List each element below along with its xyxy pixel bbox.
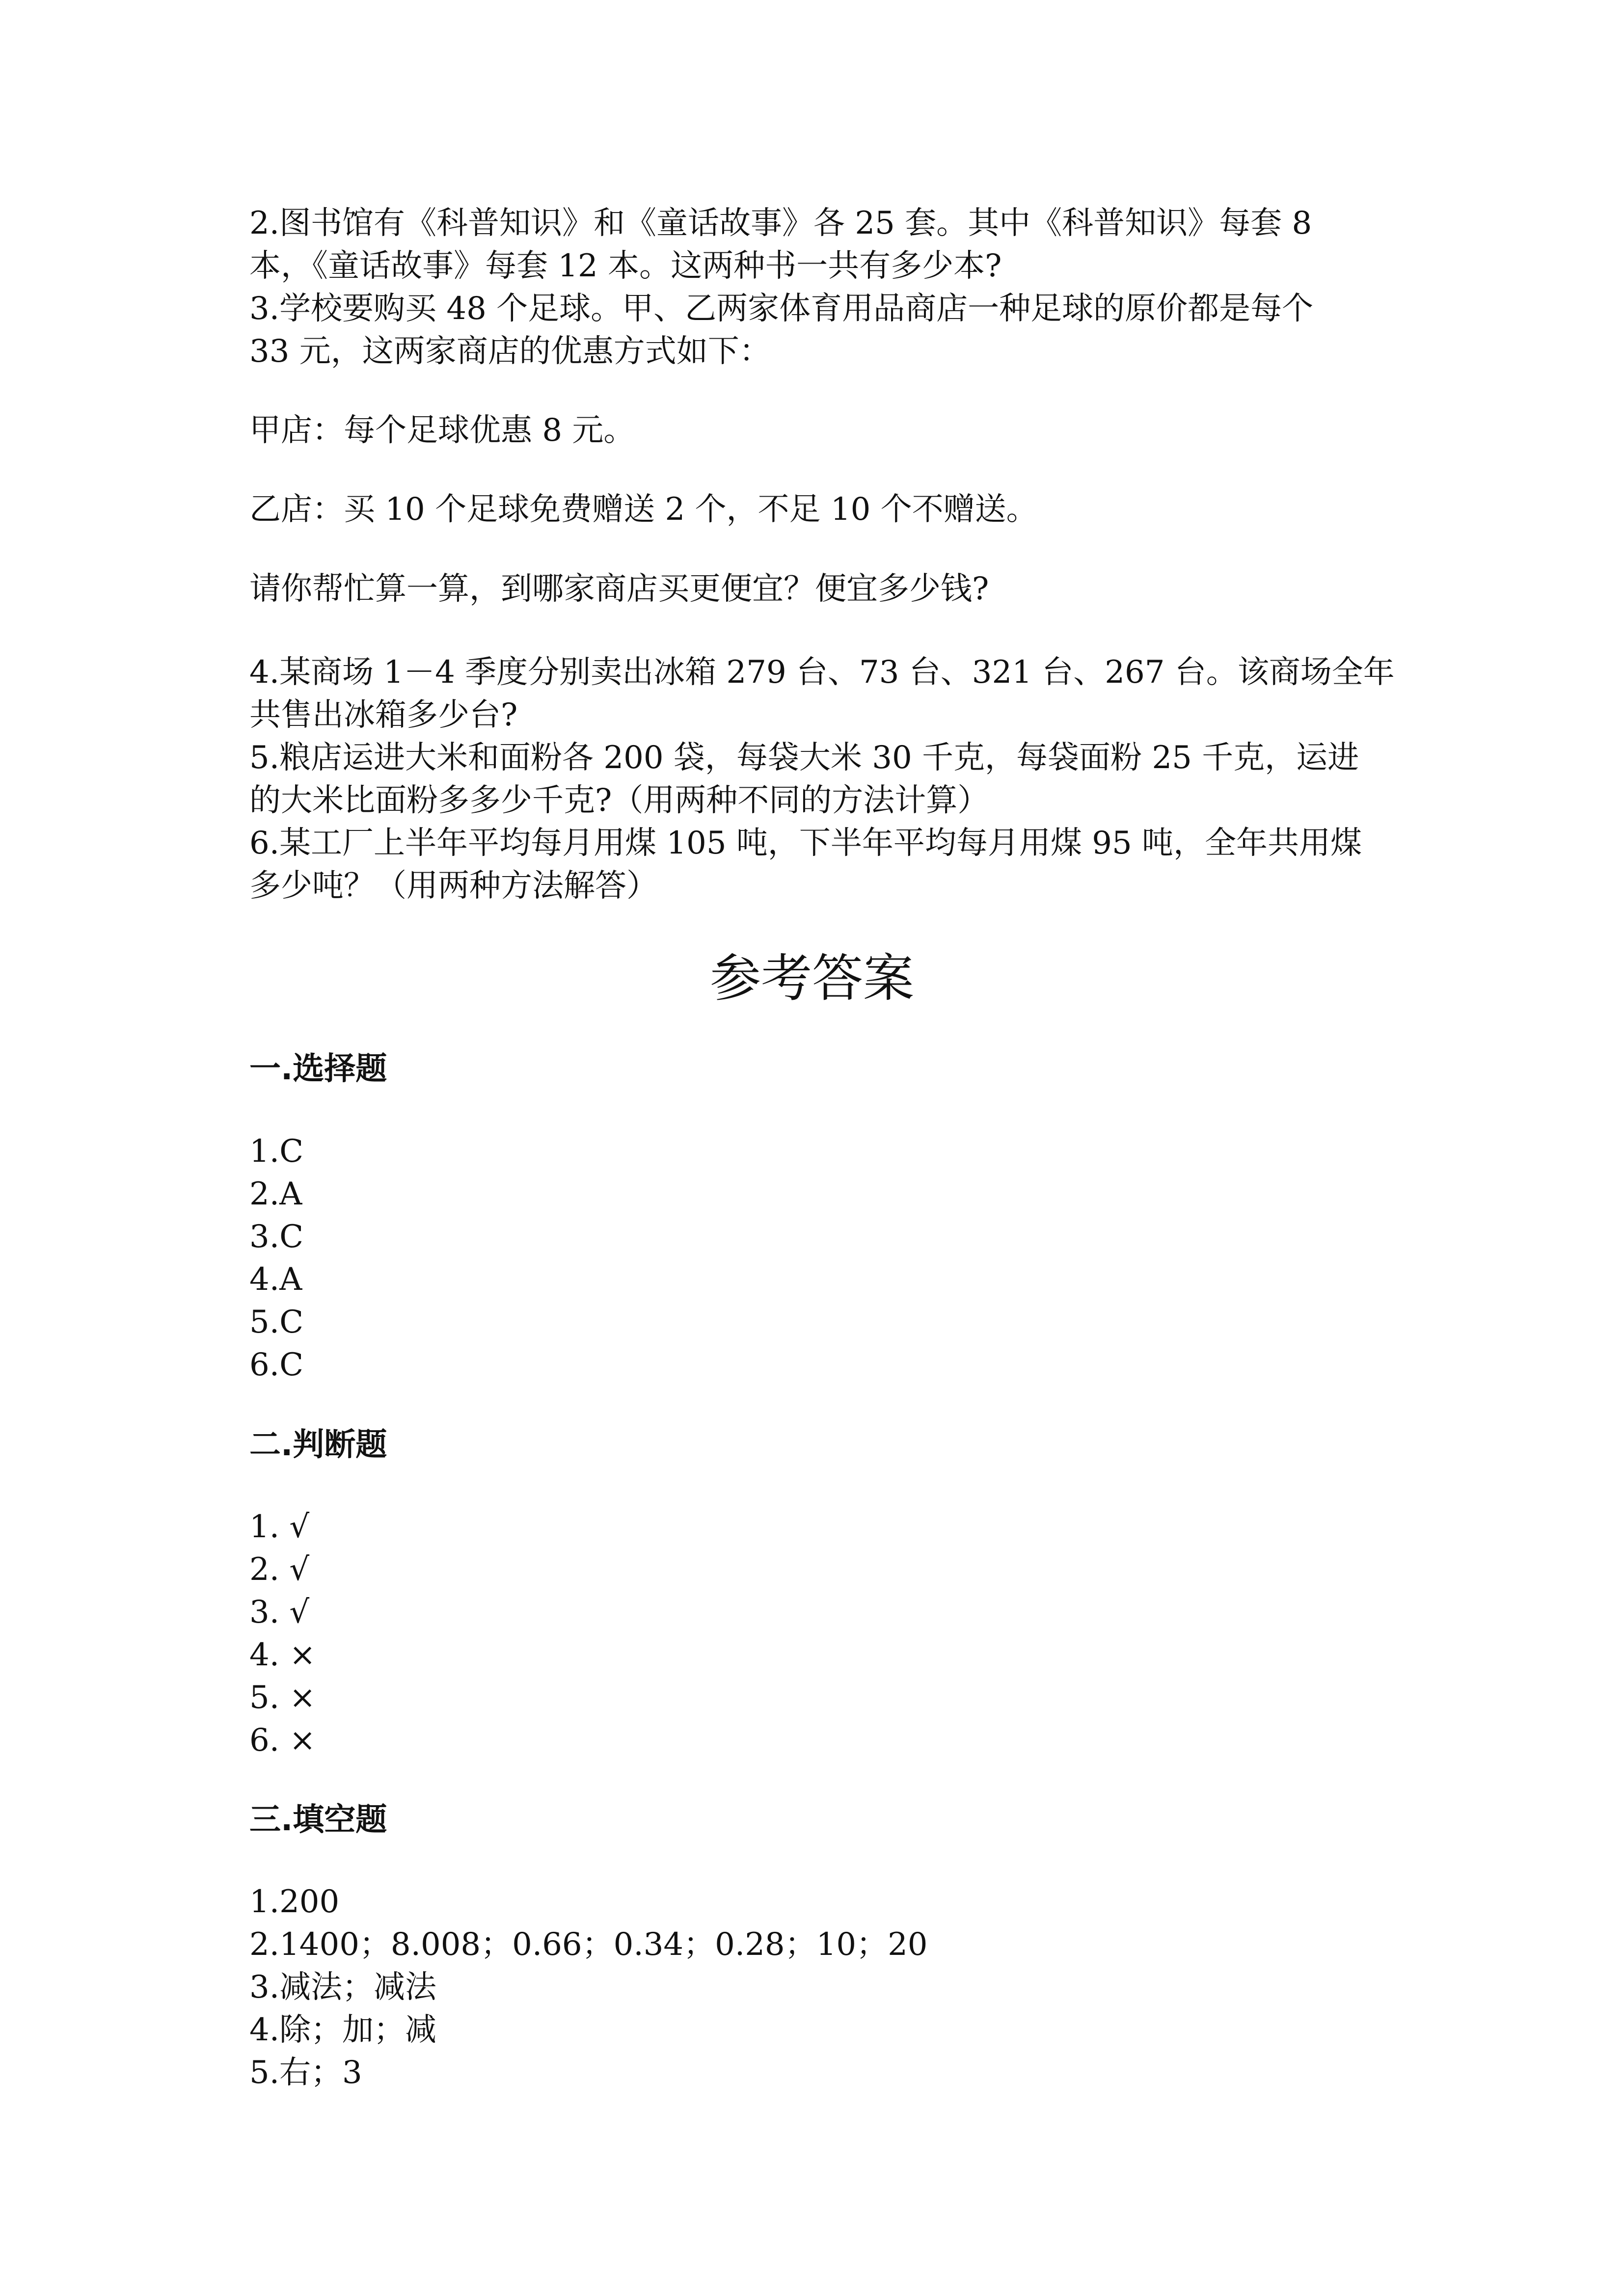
question-2-line-1: 2.图书馆有《科普知识》和《童话故事》各 25 套。其中《科普知识》每套 8: [249, 205, 1312, 241]
choice-answer-1: 1.C: [249, 1133, 304, 1170]
question-3-shop-b: 乙店：买 10 个足球免费赠送 2 个，不足 10 个不赠送。: [249, 491, 1038, 528]
judge-answer-6: 6. ×: [249, 1722, 316, 1759]
question-3-line-1: 3.学校要购买 48 个足球。甲、乙两家体育用品商店一种足球的原价都是每个: [249, 291, 1314, 327]
question-4-line-1: 4.某商场 1－4 季度分别卖出冰箱 279 台、73 台、321 台、267 台。该商场全年: [249, 654, 1395, 691]
choice-answer-2: 2.A: [249, 1176, 302, 1212]
question-4-line-2: 共售出冰箱多少台?: [249, 697, 518, 733]
question-2-line-2: 本，《童话故事》每套 12 本。这两种书一共有多少本?: [249, 248, 1002, 284]
judge-answer-1: 1. √: [249, 1509, 310, 1545]
fill-answer-1: 1.200: [249, 1884, 340, 1920]
choice-answer-3: 3.C: [249, 1219, 304, 1255]
question-6-line-1: 6.某工厂上半年平均每月用煤 105 吨，下半年平均每月用煤 95 吨，全年共用煤: [249, 825, 1362, 861]
choice-answer-5: 5.C: [249, 1304, 304, 1340]
section-heading-judge: 二.判断题: [249, 1427, 387, 1463]
question-6-line-2: 多少吨？（用两种方法解答）: [249, 868, 658, 904]
fill-answer-2: 2.1400；8.008；0.66；0.34；0.28；10；20: [249, 1926, 928, 1963]
question-3-line-2: 33 元，这两家商店的优惠方式如下：: [249, 333, 771, 370]
answer-title: 参考答案: [709, 948, 914, 1008]
question-3-ask: 请你帮忙算一算，到哪家商店买更便宜？便宜多少钱?: [249, 571, 989, 607]
section-heading-fill: 三.填空题: [249, 1802, 387, 1838]
choice-answer-6: 6.C: [249, 1347, 304, 1383]
question-3-shop-a: 甲店：每个足球优惠 8 元。: [249, 412, 635, 449]
judge-answer-2: 2. √: [249, 1551, 310, 1588]
section-heading-choice: 一.选择题: [249, 1051, 387, 1087]
fill-answer-4: 4.除；加；减: [249, 2012, 437, 2048]
question-5-line-2: 的大米比面粉多多少千克?（用两种不同的方法计算）: [249, 782, 989, 819]
fill-answer-5: 5.右；3: [249, 2055, 362, 2091]
judge-answer-3: 3. √: [249, 1594, 310, 1630]
judge-answer-4: 4. ×: [249, 1637, 316, 1673]
judge-answer-5: 5. ×: [249, 1680, 316, 1716]
choice-answer-4: 4.A: [249, 1261, 302, 1298]
fill-answer-3: 3.减法；减法: [249, 1969, 437, 2005]
question-5-line-1: 5.粮店运进大米和面粉各 200 袋，每袋大米 30 千克，每袋面粉 25 千克，运进: [249, 740, 1359, 776]
